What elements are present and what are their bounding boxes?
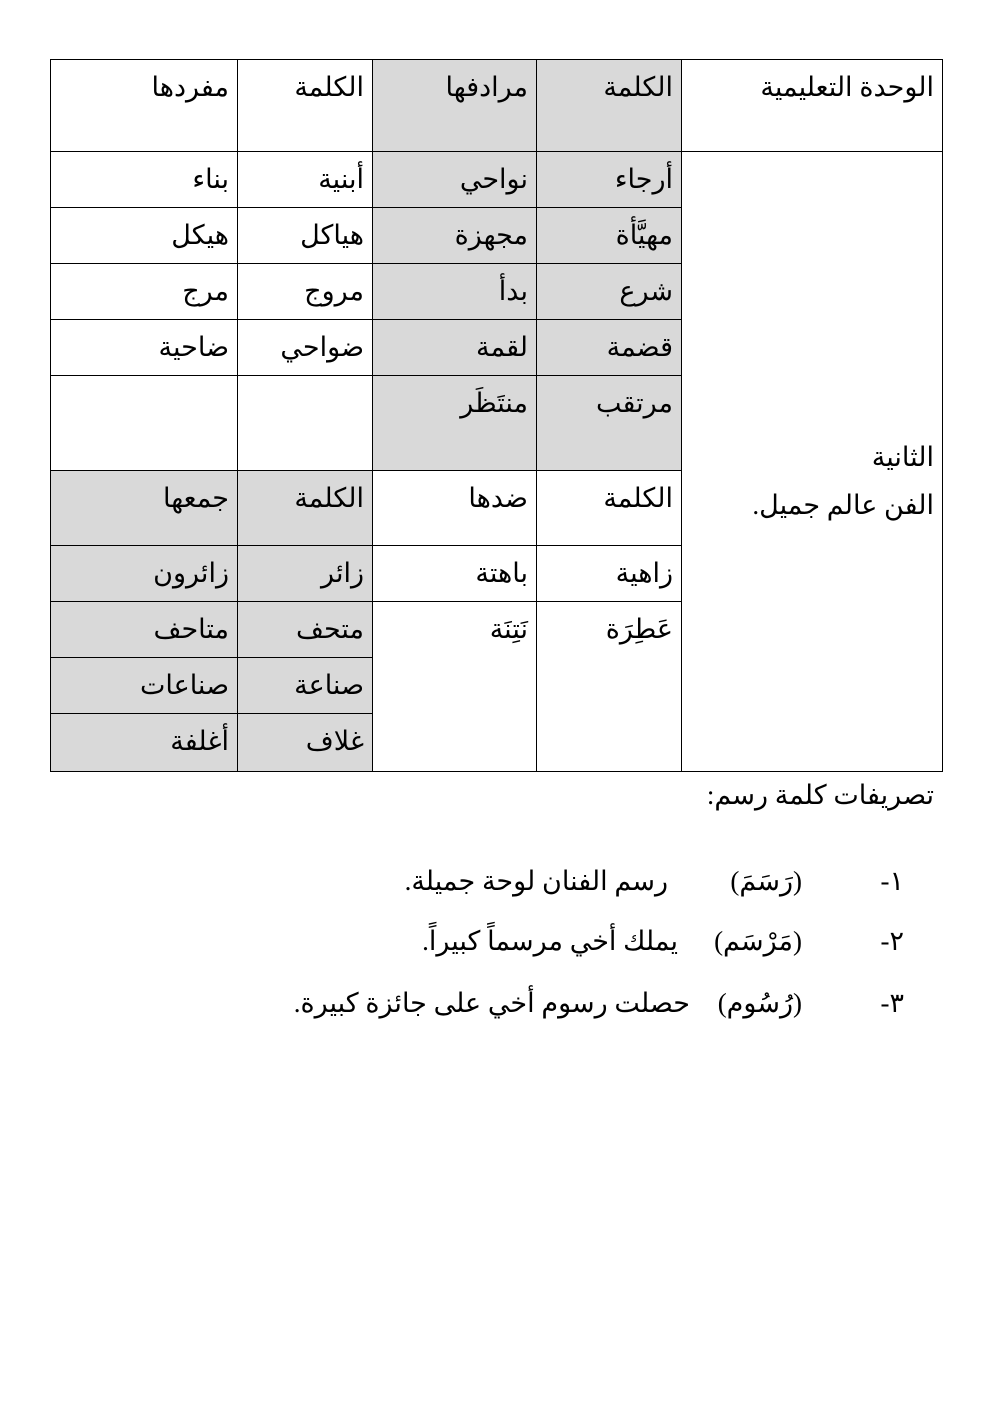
header-word-plural: الكلمة <box>238 60 373 152</box>
conjugation-item <box>0 866 992 906</box>
item-number: ٣- <box>880 988 904 1018</box>
synonym-cell: نواحي <box>373 152 537 208</box>
item-sentence: يملك أخي مرسماً كبيراً. <box>422 926 678 956</box>
word-cell: أرجاء <box>537 152 682 208</box>
unit-title: الفن عالم جميل. <box>752 489 934 520</box>
item-word: (مَرْسَم) <box>714 926 802 956</box>
singular-cell: بناء <box>51 152 238 208</box>
item-word: (رُسُوم) <box>717 988 802 1018</box>
antonym-word-cell: عَطِرَة <box>537 602 682 772</box>
unit-name: الثانية <box>871 441 934 472</box>
plural-source-cell: غلاف <box>238 714 373 772</box>
vocabulary-table <box>50 59 943 772</box>
conjugation-item <box>0 988 992 1028</box>
plural-cell: متاحف <box>51 602 238 658</box>
antonym-cell: نَتِنَة <box>373 602 537 772</box>
plural-source-cell: زائر <box>238 546 373 602</box>
header-unit: الوحدة التعليمية <box>682 60 943 152</box>
plural-word-cell: مروج <box>238 264 373 320</box>
word-cell: شرع <box>537 264 682 320</box>
plural-word-cell: ضواحي <box>238 320 373 376</box>
header-plural: جمعها <box>51 471 238 546</box>
singular-cell <box>51 376 238 471</box>
table-row <box>51 152 943 208</box>
word-cell: مهيَّأة <box>537 208 682 264</box>
header-word-plural-2: الكلمة <box>238 471 373 546</box>
plural-word-cell: هياكل <box>238 208 373 264</box>
word-cell: مرتقب <box>537 376 682 471</box>
header-word: الكلمة <box>537 60 682 152</box>
plural-word-cell <box>238 376 373 471</box>
item-word: (رَسَمَ) <box>730 866 802 896</box>
plural-cell: زائرون <box>51 546 238 602</box>
header-antonym: ضدها <box>373 471 537 546</box>
synonym-cell: مجهزة <box>373 208 537 264</box>
item-number: ١- <box>880 866 904 896</box>
unit-cell <box>682 152 943 772</box>
antonym-cell: باهتة <box>373 546 537 602</box>
singular-cell: مرج <box>51 264 238 320</box>
plural-cell: صناعات <box>51 658 238 714</box>
header-synonym: مرادفها <box>373 60 537 152</box>
conjugation-item <box>0 926 992 966</box>
antonym-word-cell: زاهية <box>537 546 682 602</box>
singular-cell: ضاحية <box>51 320 238 376</box>
plural-source-cell: متحف <box>238 602 373 658</box>
item-sentence: رسم الفنان لوحة جميلة. <box>404 866 668 896</box>
header-word-antonym: الكلمة <box>537 471 682 546</box>
synonym-cell: بدأ <box>373 264 537 320</box>
plural-word-cell: أبنية <box>238 152 373 208</box>
synonym-cell: منتَظَر <box>373 376 537 471</box>
synonym-cell: لقمة <box>373 320 537 376</box>
singular-cell: هيكل <box>51 208 238 264</box>
table-header-row <box>51 60 943 152</box>
word-cell: قضمة <box>537 320 682 376</box>
item-sentence: حصلت رسوم أخي على جائزة كبيرة. <box>293 988 690 1018</box>
item-number: ٢- <box>880 926 904 956</box>
plural-source-cell: صناعة <box>238 658 373 714</box>
header-singular: مفردها <box>51 60 238 152</box>
conjugations-title: تصريفات كلمة رسم: <box>706 780 934 810</box>
plural-cell: أغلفة <box>51 714 238 772</box>
